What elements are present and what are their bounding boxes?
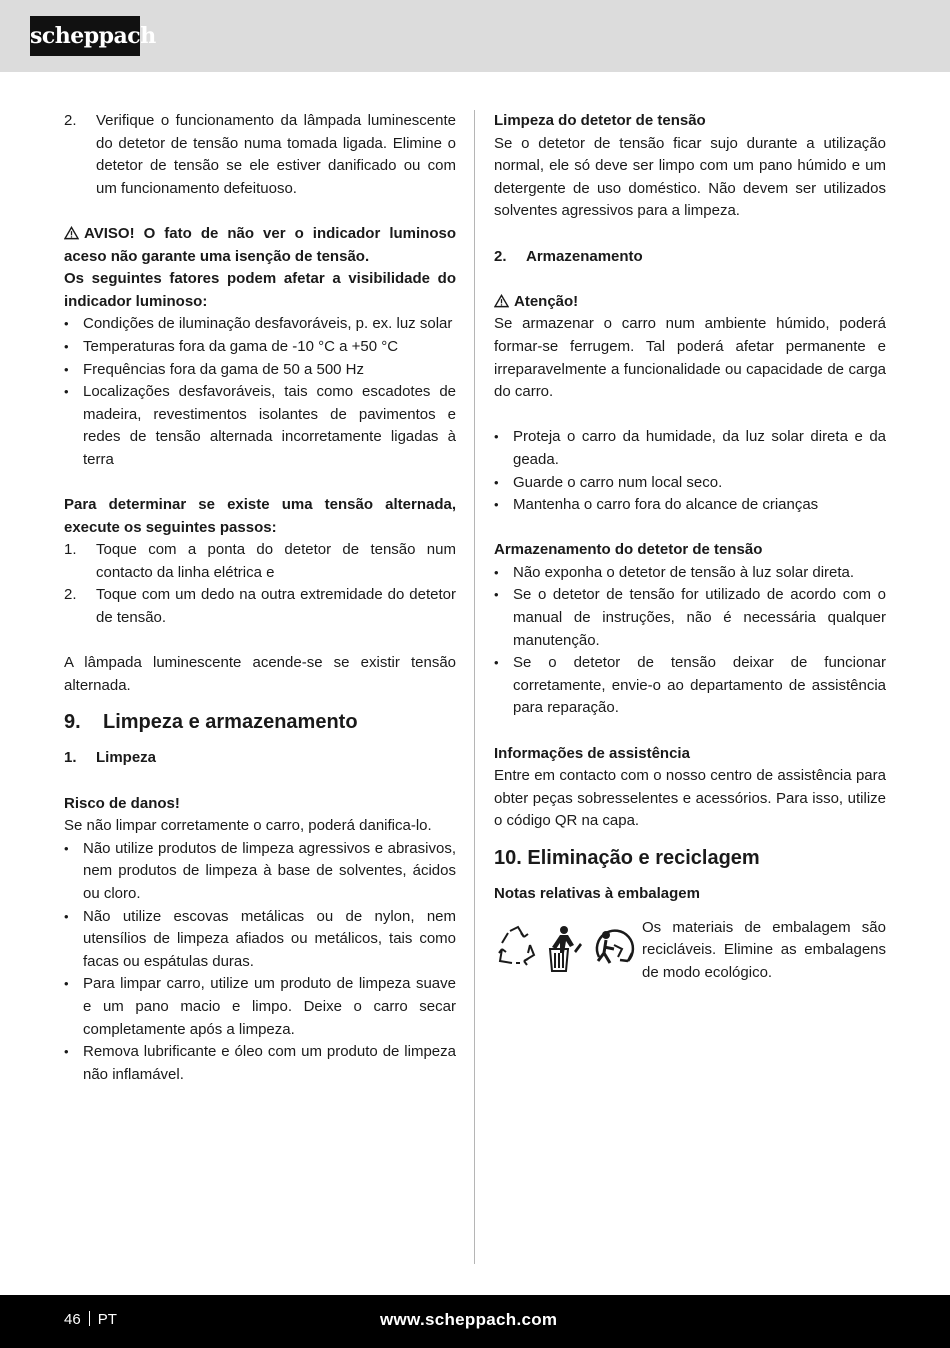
list-item: • Remova lubrificante e óleo com um produto de limpeza não inflamável.: [64, 1041, 456, 1086]
step-2-number: 2.: [64, 112, 77, 129]
section-9-title: Limpeza e armazenamento: [103, 711, 358, 734]
scheppach-logo: [30, 16, 156, 56]
packaging-text: Os materiais de embalagem são recicláveis. Elimine as embalagens de modo ecológico.: [642, 918, 886, 981]
risk-heading: Risco de danos!: [64, 794, 180, 812]
attention-heading: [494, 291, 886, 314]
list-item: • Temperaturas fora da gama de -10 °C a +50 °C: [64, 336, 456, 359]
subsection-title: Limpeza: [96, 749, 157, 767]
warning-triangle-icon: [64, 226, 79, 240]
subsection-number: 2.: [494, 247, 507, 265]
list-item: • Mantenha o carro fora do alcance de crianças: [494, 494, 886, 517]
subsection-cleaning: [64, 747, 456, 770]
step-text: Toque com a ponta do detetor de tensão num contacto da linha elétrica e: [96, 541, 456, 581]
packaging-heading: Notas relativas à embalagem: [494, 885, 700, 902]
list-item: • Se o detetor de tensão deixar de funcionar corretamente, envie-o ao departamento de assistência para reparação.: [494, 652, 886, 720]
detector-storage-heading: Armazenamento do detetor de tensão: [494, 541, 763, 559]
list-item: • Localizações desfavoráveis, tais como escadotes de madeira, revestimentos isolantes de pavimentos e redes de tensão alternada incorretamente ligadas à terra: [64, 381, 456, 471]
lamp-text: A lâmpada luminescente acende-se se existir tensão alternada.: [64, 654, 456, 694]
section-9-number: 9.: [64, 711, 81, 734]
page-number-value: 46: [64, 1311, 81, 1328]
list-item: • Frequências fora da gama de 50 a 500 Hz: [64, 359, 456, 382]
list-item: • Se o detetor de tensão for utilizado de acordo com o manual de instruções, não é necessária qualquer manutenção.: [494, 584, 886, 652]
packaging-symbols: [494, 923, 639, 973]
list-item: • Não exponha o detetor de tensão à luz solar direta.: [494, 562, 886, 585]
clean-detector-text: Se o detetor de tensão ficar sujo durante a utilização normal, ele só deve ser limpo com um pano húmido e um detergente de uso doméstico. Não devem ser utilizados solventes agressivos para a limpeza.: [494, 134, 886, 220]
clean-detector-heading: Limpeza do detetor de tensão: [494, 112, 706, 129]
warning-notice: [64, 223, 456, 268]
left-column: [64, 110, 456, 1086]
risk-text: Se não limpar corretamente o carro, poderá danifica-lo.: [64, 817, 432, 835]
header-band: [0, 0, 950, 72]
warning-triangle-icon: [494, 294, 509, 308]
website-link[interactable]: www.scheppach.com: [380, 1310, 558, 1329]
attention-text: Se armazenar o carro num ambiente húmido, poderá formar-se ferrugem. Tal poderá afetar permanente e irreparavelmente a funcionalidade ou capacidade de carga do carro.: [494, 315, 886, 401]
recycle-hand-icon: [597, 930, 633, 962]
page-number: [64, 1309, 117, 1331]
list-item: • Proteja o carro da humidade, da luz solar direta e da geada.: [494, 426, 886, 471]
service-heading: Informações de assistência: [494, 744, 690, 762]
factors-heading: Os seguintes fatores podem afetar a visibilidade do indicador luminoso:: [64, 270, 456, 310]
attention-title: Atenção!: [514, 292, 579, 310]
step-item: [64, 539, 456, 584]
step-number: 1.: [64, 541, 77, 559]
packaging-notice: [494, 917, 886, 987]
list-item: • Para limpar carro, utilize um produto de limpeza suave e um pano macio e limpo. Deixe o carro secar completamente após a limpeza.: [64, 973, 456, 1041]
language-code: PT: [97, 1311, 117, 1328]
footer-band: [0, 1295, 950, 1348]
steps-heading: Para determinar se existe uma tensão alternada, execute os seguintes passos:: [64, 496, 456, 536]
warning-text: AVISO! O fato de não ver o indicador luminoso aceso não garante uma isenção de tensão.: [64, 224, 456, 265]
tidy-man-bin-icon: [550, 926, 582, 971]
list-item: • Guarde o carro num local seco.: [494, 472, 886, 495]
page-separator: [89, 1311, 90, 1326]
right-column: [494, 110, 886, 987]
step-item: [64, 584, 456, 629]
recycling-icon: [499, 927, 534, 965]
subsection-title: Armazenamento: [526, 247, 643, 265]
logo-text: scheppach: [30, 23, 156, 49]
subsection-storage: [494, 246, 886, 269]
section-9-heading: [64, 708, 456, 736]
list-item: • Não utilize escovas metálicas ou de nylon, nem utensílios de limpeza afiados ou metálicos, tais como facas ou espátulas duras.: [64, 906, 456, 974]
section-10-heading: 10. Eliminação e reciclagem: [494, 847, 760, 869]
step-text: Toque com um dedo na outra extremidade do detetor de tensão.: [96, 586, 456, 627]
list-item: • Condições de iluminação desfavoráveis, p. ex. luz solar: [64, 313, 456, 336]
step-2-text: Verifique o funcionamento da lâmpada luminescente do detetor de tensão numa tomada ligada. Elimine o detetor de tensão se ele estiver danificado ou com um funcionamento defeituoso.: [96, 112, 456, 197]
list-item: • Não utilize produtos de limpeza agressivos e abrasivos, nem produtos de limpeza à base de solventes, ácidos ou cloro.: [64, 838, 456, 906]
step-2: [64, 110, 456, 200]
subsection-number: 1.: [64, 749, 77, 767]
column-divider: [474, 110, 475, 1264]
step-number: 2.: [64, 586, 77, 604]
service-text: Entre em contacto com o nosso centro de assistência para obter peças sobresselentes e acessórios. Para isso, utilize o código QR na capa.: [494, 767, 886, 830]
